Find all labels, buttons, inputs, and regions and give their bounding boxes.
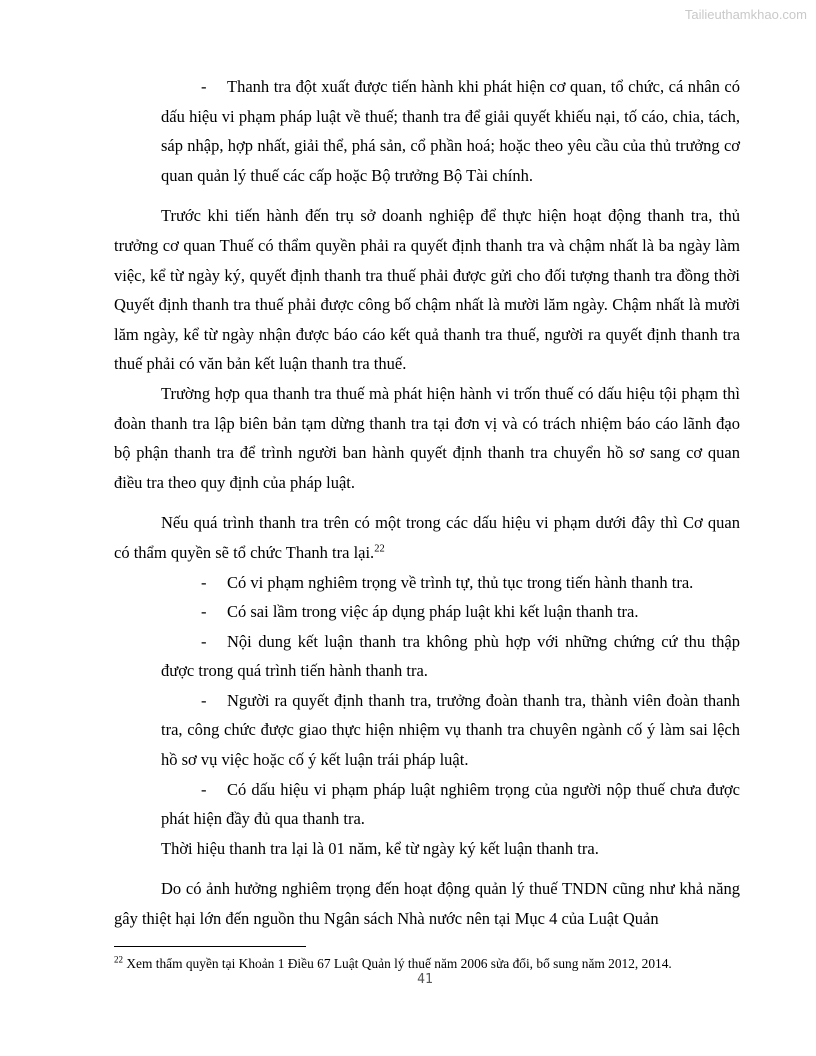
footnote-number: 22 <box>114 954 123 965</box>
reinspection-intro-text: Nếu quá trình thanh tra trên có một trong các dấu hiệu vi phạm dưới đây thì Cơ quan có thẩm quyền sẽ tổ chức Thanh tra lại. <box>114 513 740 562</box>
watermark: Tailieuthamkhao.com <box>684 7 807 22</box>
bullet-item-falsified-records <box>114 686 740 775</box>
page-number: 41 <box>417 972 433 987</box>
footnote-text: Xem thẩm quyền tại Khoản 1 Điều 67 Luật Quản lý thuế năm 2006 sửa đổi, bổ sung năm 2012, 2014. <box>126 956 672 971</box>
bullet-text: Có dấu hiệu vi phạm pháp luật nghiêm trọng của người nộp thuế chưa được phát hiện đầy đủ qua thanh tra. <box>161 779 740 829</box>
footnote-reference: 22 <box>374 543 385 555</box>
bullet-item-law-application-error <box>114 597 740 627</box>
bullet-item-evidence-mismatch <box>114 627 740 686</box>
paragraph-reinspection-intro <box>114 508 740 567</box>
paragraph-tax-evasion-case: Trường hợp qua thanh tra thuế mà phát hiện hành vi trốn thuế có dấu hiệu tội phạm thì đoàn thanh tra lập biên bản tạm dừng thanh tra tại đơn vị và có trách nhiệm báo cáo lãnh đạo bộ phận thanh tra để trình người ban hành quyết định thanh tra chuyển hồ sơ sang cơ quan điều tra theo quy định của pháp luật. <box>114 383 740 492</box>
bullet-text: Có sai lầm trong việc áp dụng pháp luật khi kết luận thanh tra. <box>227 602 639 622</box>
paragraph-serious-impact: Do có ảnh hưởng nghiêm trọng đến hoạt động quản lý thuế TNDN cũng như khả năng gây thiệt hại lớn đến nguồn thu Ngân sách Nhà nước nên tại Mục 4 của Luật Quản <box>114 879 740 929</box>
paragraph-reinspection-limit: Thời hiệu thanh tra lại là 01 năm, kể từ ngày ký kết luận thanh tra. <box>161 838 599 858</box>
footnote <box>114 955 774 972</box>
footnote-divider <box>114 946 306 947</box>
bullet-marker: - <box>201 631 207 651</box>
bullet-text: Người ra quyết định thanh tra, trưởng đoàn thanh tra, thành viên đoàn thanh tra, công chức được giao thực hiện nhiệm vụ thanh tra chuyên ngành cố ý làm sai lệch hồ sơ vụ việc hoặc cố ý kết luận trái pháp luật. <box>161 690 740 770</box>
bullet-item-procedure-violation <box>114 568 740 598</box>
bullet-marker: - <box>201 572 207 592</box>
bullet-marker: - <box>201 779 207 799</box>
bullet-marker: - <box>201 690 207 710</box>
bullet-marker: - <box>201 77 207 96</box>
document-body <box>114 72 740 934</box>
bullet-text: Có vi phạm nghiêm trọng về trình tự, thủ tục trong tiến hành thanh tra. <box>227 572 694 592</box>
bullet-marker: - <box>201 602 207 622</box>
bullet-item-undetected-violation <box>114 775 740 834</box>
bullet-text: Thanh tra đột xuất được tiến hành khi phát hiện cơ quan, tổ chức, cá nhân có dấu hiệu vi phạm pháp luật về thuế; thanh tra để giải quyết khiếu nại, tố cáo, chia, tách, sáp nhập, hợp nhất, giải thể, phá sản, cổ phần hoá; hoặc theo yêu cầu của thủ trưởng cơ quan quản lý thuế các cấp hoặc Bộ trưởng Bộ Tài chính. <box>161 77 740 185</box>
bullet-item-unscheduled-inspection <box>114 72 740 190</box>
bullet-text: Nội dung kết luận thanh tra không phù hợp với những chứng cứ thu thập được trong quá trình tiến hành thanh tra. <box>161 631 740 681</box>
paragraph-inspection-decision: Trước khi tiến hành đến trụ sở doanh nghiệp để thực hiện hoạt động thanh tra, thủ trưởng cơ quan Thuế có thẩm quyền phải ra quyết định thanh tra và chậm nhất là ba ngày làm việc, kể từ ngày ký, quyết định thanh tra thuế phải được gửi cho đối tượng thanh tra đồng thời Quyết định thanh tra thuế phải được công bố chậm nhất là mười lăm ngày. Chậm nhất là mười lăm ngày, kể từ ngày nhận được báo cáo kết quả thanh tra thuế, người ra quyết định thanh tra thuế phải có văn bản kết luận thanh tra thuế. <box>114 206 740 374</box>
